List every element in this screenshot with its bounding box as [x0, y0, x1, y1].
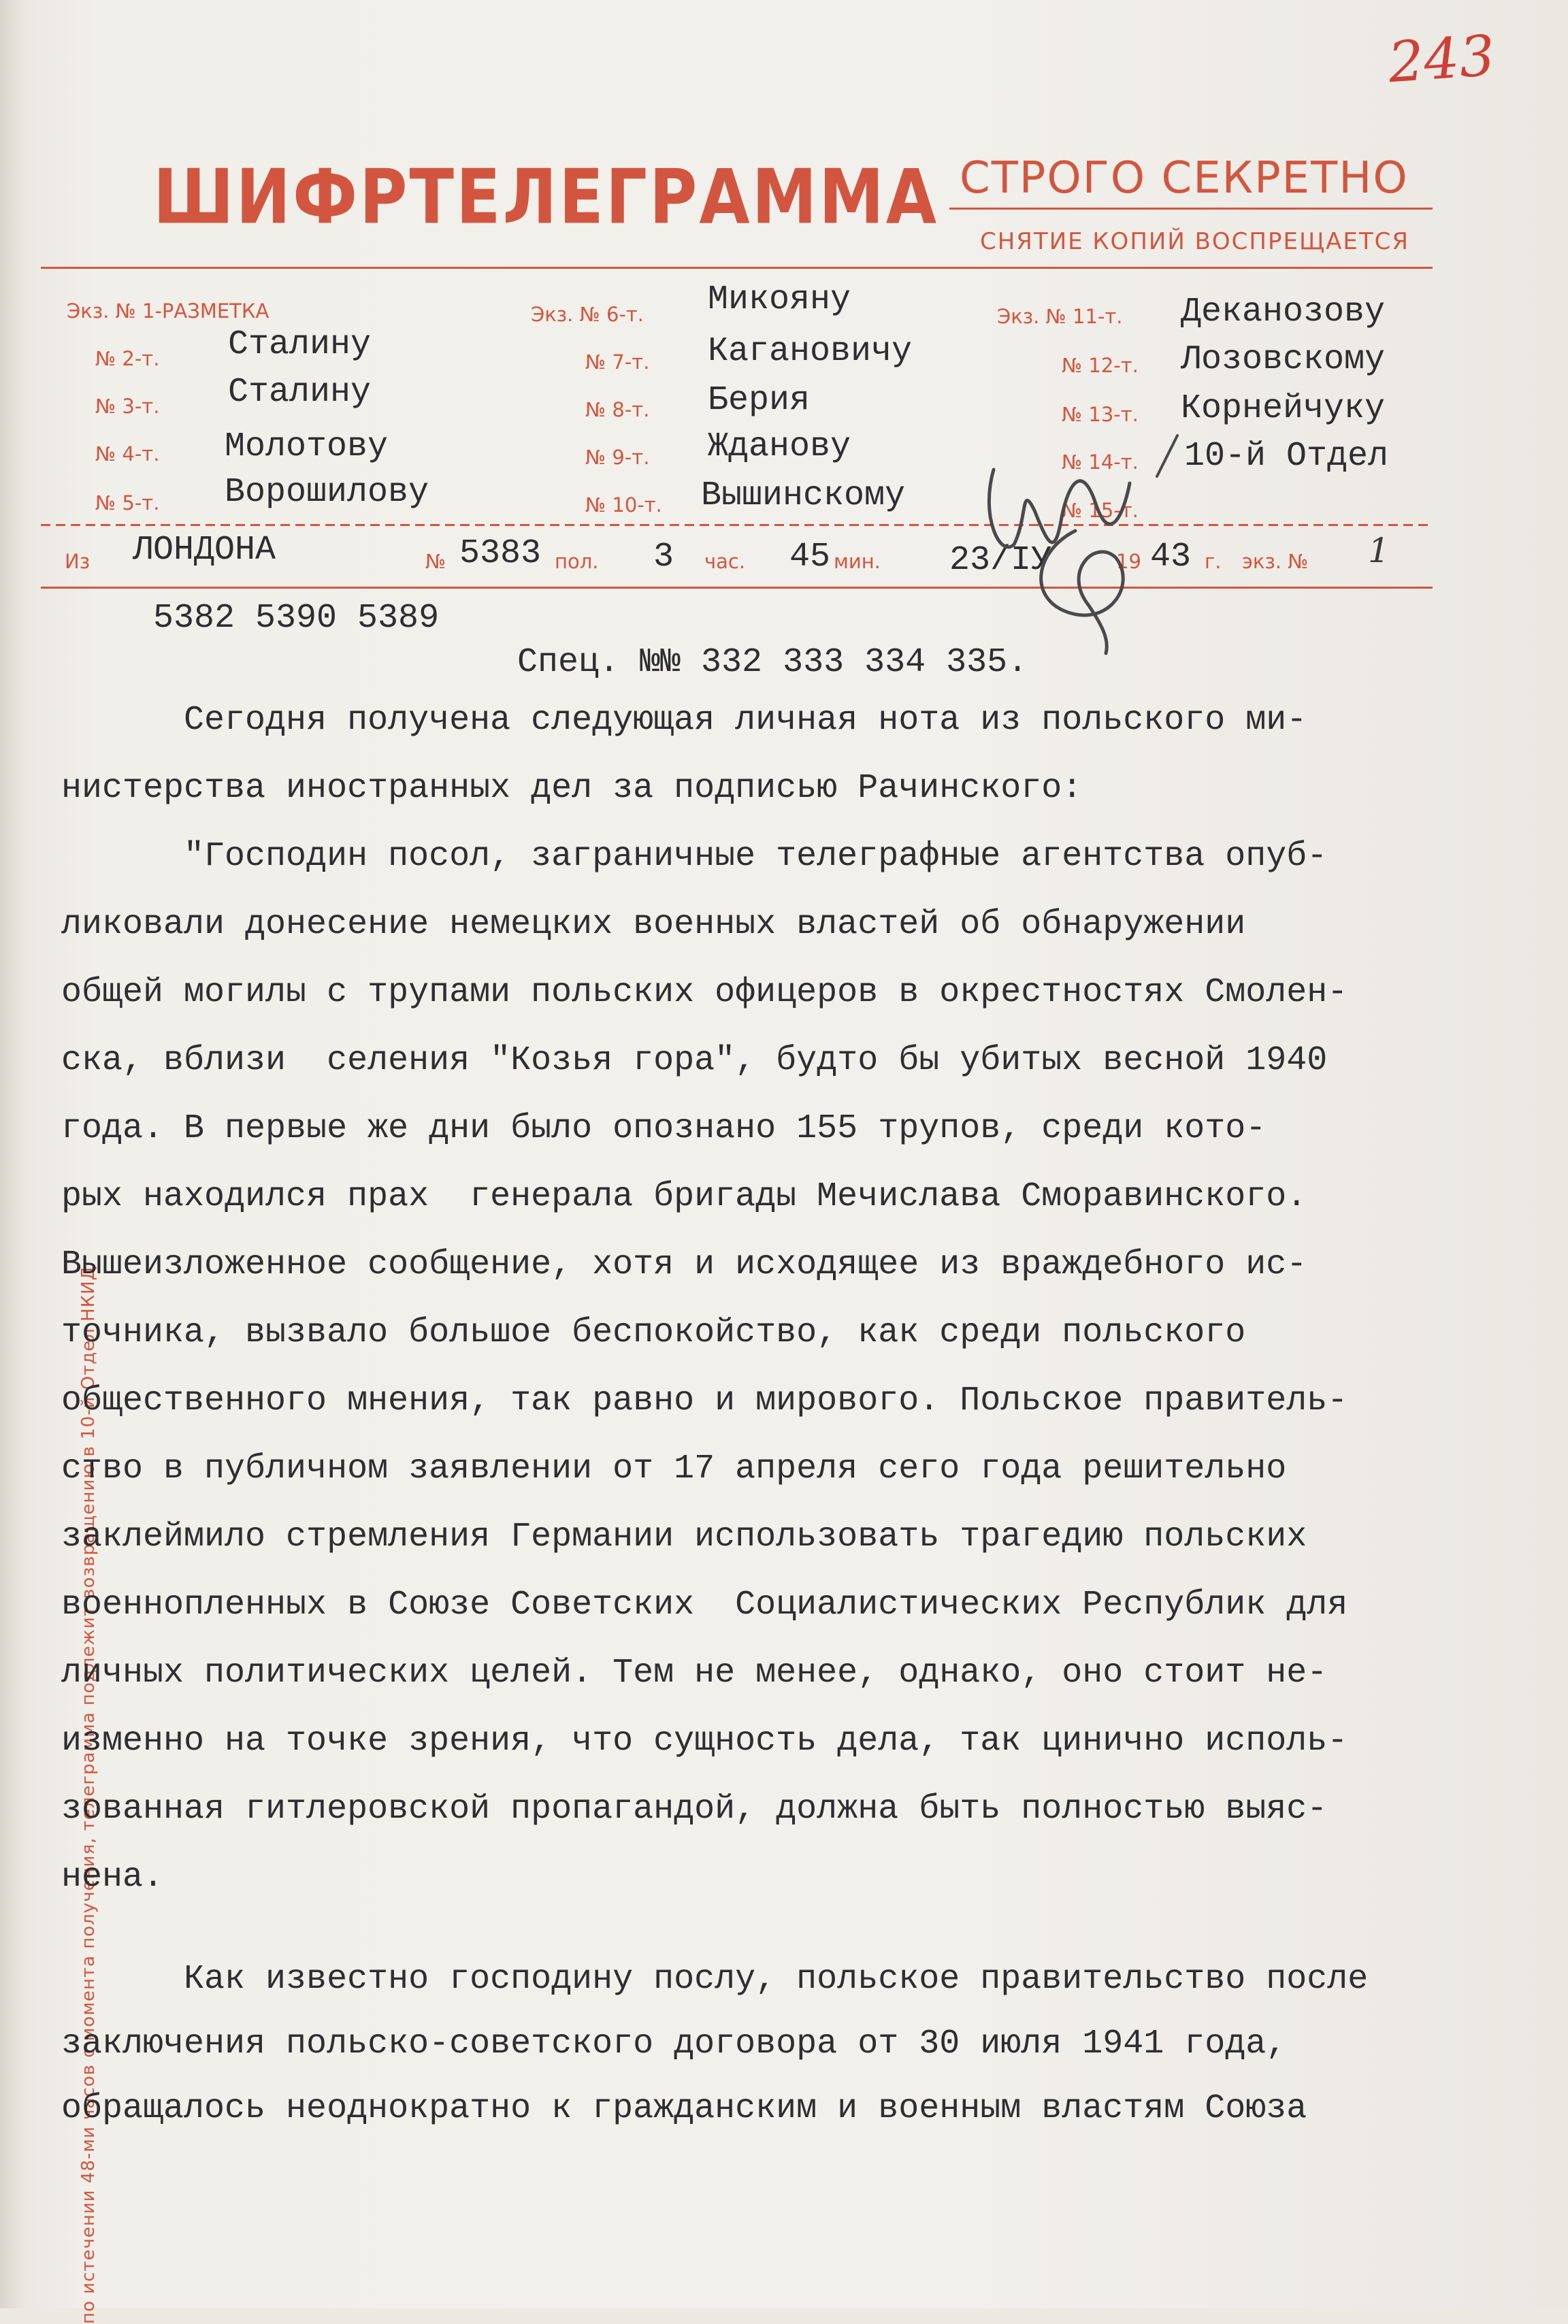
dist-recipient-8: Берия [708, 381, 811, 420]
body-line: ска, вблизи селения "Козья гора", будто бы убитых весной 1940 [61, 1041, 1328, 1080]
dist-label-11: Экз. № 11-т. [997, 305, 1123, 328]
archive-number: 243 [1386, 23, 1497, 96]
body-line: изменно на точке зрения, что сущность дела, так цинично исполь- [61, 1722, 1348, 1761]
dist-recipient-12: Лозовскому [1181, 340, 1386, 379]
dist-label-13: № 13-т. [1062, 403, 1139, 426]
body-line: нена. [61, 1858, 164, 1897]
dist-recipient-11: Деканозову [1181, 293, 1386, 331]
body-line: ликовали донесение немецких военных властей об обнаружении [61, 905, 1246, 944]
form-title: ШИФРТЕЛЕГРАММА [153, 153, 939, 241]
body-line: личных политических целей. Тем не менее, однако, оно стоит не- [61, 1654, 1328, 1692]
dist-recipient-14: 10-й Отдел [1184, 437, 1389, 476]
dist-label-6: Экз. № 6-т. [531, 303, 644, 326]
dist-label-10: № 10-т. [585, 493, 662, 517]
dist-recipient-5: Ворошилову [225, 473, 429, 512]
body-line: военнопленных в Союзе Советских Социалистических Республик для [61, 1586, 1348, 1624]
copy-value: 1 [1368, 531, 1390, 570]
dist-label-5: № 5-т. [95, 491, 160, 514]
year-value: 43 [1150, 538, 1192, 576]
dist-recipient-6: Микояну [708, 280, 851, 319]
body-line: заключения польско-советского договора от 30 июля 1941 года, [61, 2025, 1287, 2063]
minute-label: мин. [834, 550, 881, 573]
dist-recipient-9: Жданову [708, 427, 851, 466]
number-label: № [425, 550, 446, 573]
hour-label: час. [704, 550, 746, 573]
dist-recipient-7: Кагановичу [708, 332, 913, 371]
dist-recipient-2: Сталину [228, 325, 372, 364]
dist-label-8: № 8-т. [585, 398, 650, 421]
minute-value: 45 [789, 538, 831, 576]
copy-label: экз. № [1242, 550, 1309, 573]
year-prefix: 19 [1116, 550, 1141, 573]
dist-label-3: № 3-т. [95, 395, 160, 418]
body-line: Сегодня получена следующая личная нота из польского ми- [61, 701, 1307, 740]
dist-label-15: № 15-т. [1062, 499, 1139, 522]
body-line: общественного мнения, так равно и мирового. Польское правитель- [61, 1381, 1348, 1420]
dist-label-2: № 2-т. [95, 347, 160, 370]
dist-recipient-4: Молотову [225, 427, 389, 466]
dist-recipient-13: Корнейчуку [1181, 389, 1386, 428]
received-label: пол. [555, 550, 599, 573]
dist-label-9: № 9-т. [585, 446, 650, 469]
special-numbers: Спец. №№ 332 333 334 335. [517, 643, 1028, 682]
number-value: 5383 [459, 534, 542, 573]
copy-prohibited-note: СНЯТИЕ КОПИЙ ВОСПРЕЩАЕТСЯ [980, 228, 1410, 255]
dist-recipient-3: Сталину [228, 373, 372, 412]
binding-edge [0, 0, 24, 2308]
body-line: общей могилы с трупами польских офицеров в окрестностях Смолен- [61, 973, 1348, 1012]
dist-recipient-10: Вышинскому [701, 476, 906, 515]
secrecy-underline [949, 208, 1433, 210]
pencil-scribble [953, 381, 1266, 667]
date-value: 23/IУ [949, 541, 1052, 580]
body-line: ство в публичном заявлении от 17 апреля сего года решительно [61, 1450, 1287, 1488]
related-numbers: 5382 5390 5389 [153, 599, 440, 638]
body-line: Как известно господину послу, польское правительство после [61, 1960, 1369, 1999]
body-line: заклеймило стремления Германии использовать трагедию польских [61, 1518, 1307, 1556]
secrecy-stamp: СТРОГО СЕКРЕТНО [960, 153, 1409, 203]
body-line: нистерства иностранных дел за подписью Рачинского: [61, 769, 1083, 808]
body-line: зованная гитлеровской пропагандой, должна быть полностью выяс- [61, 1790, 1328, 1829]
body-line: Вышеизложенное сообщение, хотя и исходящее из враждебного ис- [61, 1245, 1307, 1284]
body-line: "Господин посол, заграничные телеграфные агентства опуб- [61, 837, 1328, 876]
body-line: рых находился прах генерала бригады Мечислава Сморавинского. [61, 1177, 1307, 1216]
year-label: г. [1205, 550, 1222, 573]
body-line: года. В первые же дни было опознано 155 трупов, среди кото- [61, 1109, 1267, 1148]
body-line: точника, вызвало большое беспокойство, как среди польского [61, 1313, 1246, 1352]
body-line: обращалось неоднократно к гражданским и военным властям Союза [61, 2089, 1307, 2128]
header-rule-top [41, 267, 1433, 269]
dist-label-1: Экз. № 1-РАЗМЕТКА [67, 299, 270, 323]
dist-label-14: № 14-т. [1062, 451, 1139, 474]
dist-label-4: № 4-т. [95, 442, 160, 465]
from-label: Из [65, 550, 91, 573]
hour-value: 3 [653, 538, 674, 576]
side-note: по истечении 48-ми часов с момента получения, телеграмма подлежит возвращению в 10-й Отдел НКИД [78, 1266, 99, 2324]
from-value: ЛОНДОНА [133, 531, 276, 570]
dist-label-12: № 12-т. [1062, 354, 1139, 377]
dist-label-7: № 7-т. [585, 350, 650, 374]
